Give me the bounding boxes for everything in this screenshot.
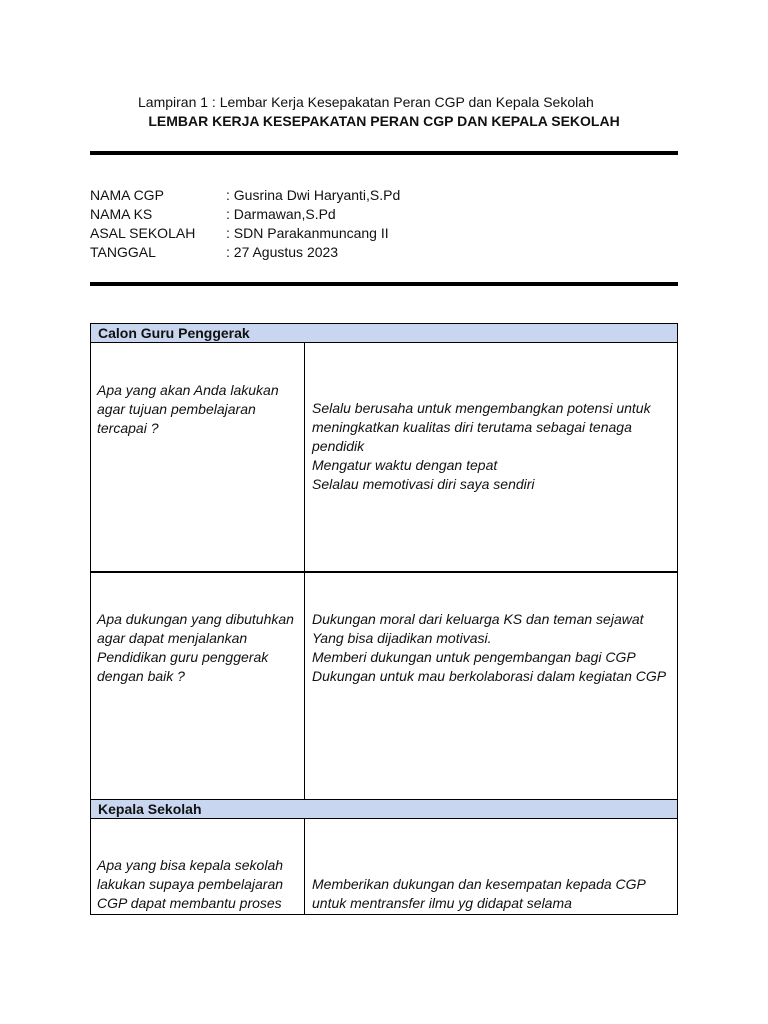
info-value: : Gusrina Dwi Haryanti,S.Pd	[226, 187, 401, 203]
answer-line: Selalau memotivasi diri saya sendiri	[312, 476, 535, 492]
info-label: ASAL SEKOLAH	[90, 225, 196, 241]
answer-cell	[305, 343, 677, 571]
question-cell	[91, 573, 305, 799]
info-row-nama-cgp	[90, 186, 400, 205]
info-value: : Darmawan,S.Pd	[226, 206, 336, 222]
question-line: agar tujuan pembelajaran	[97, 401, 256, 417]
answer-line: Memberi dukungan untuk pengembangan bagi CGP	[312, 649, 636, 665]
question-line: lakukan supaya pembelajaran	[97, 876, 284, 892]
info-value: : 27 Agustus 2023	[226, 244, 339, 260]
table-row-cgp-1	[90, 343, 678, 572]
table-row-ks-1	[90, 819, 678, 915]
answer-line: meningkatkan kualitas diri terutama sebagai tenaga	[312, 419, 632, 435]
bottom-divider	[90, 282, 678, 286]
answer-line: Mengatur waktu dengan tepat	[312, 457, 498, 473]
question-line: Pendidikan guru penggerak	[97, 649, 269, 665]
info-label: NAMA CGP	[90, 187, 164, 203]
answer-line: Yang bisa dijadikan motivasi.	[312, 630, 492, 646]
answer-line: untuk mentransfer ilmu yg didapat selama	[312, 895, 572, 911]
answer-cell	[305, 819, 677, 914]
identity-block	[90, 186, 400, 262]
info-row-nama-ks	[90, 205, 400, 224]
answer-line: Memberikan dukungan dan kesempatan kepada CGP	[312, 876, 646, 892]
info-row-tanggal	[90, 243, 400, 262]
section-header-cgp: Calon Guru Penggerak	[90, 323, 678, 343]
answer-line: pendidik	[312, 438, 365, 454]
section-header-ks: Kepala Sekolah	[90, 799, 678, 819]
attachment-title: Lampiran 1 : Lembar Kerja Kesepakatan Peran CGP dan Kepala Sekolah	[138, 94, 594, 110]
answer-line: Dukungan moral dari keluarga KS dan teman sejawat	[312, 611, 644, 627]
answer-line: Dukungan untuk mau berkolaborasi dalam kegiatan CGP	[312, 668, 667, 684]
question-cell	[91, 343, 305, 571]
question-line: Apa yang akan Anda lakukan	[97, 382, 279, 398]
info-value: : SDN Parakanmuncang II	[226, 225, 389, 241]
question-line: tercapai ?	[97, 420, 159, 436]
question-line: agar dapat menjalankan	[97, 630, 248, 646]
top-divider	[90, 151, 678, 155]
question-line: Apa dukungan yang dibutuhkan	[97, 611, 294, 627]
question-line: Apa yang bisa kepala sekolah	[97, 857, 284, 873]
question-cell	[91, 819, 305, 914]
question-line: dengan baik ?	[97, 668, 185, 684]
answer-line: Selalu berusaha untuk mengembangkan potensi untuk	[312, 400, 651, 416]
table-row-cgp-2	[90, 572, 678, 800]
question-line: CGP dapat membantu proses	[97, 895, 282, 911]
worksheet-title: LEMBAR KERJA KESEPAKATAN PERAN CGP DAN KEPALA SEKOLAH	[148, 113, 620, 129]
answer-cell	[305, 573, 677, 799]
info-label: TANGGAL	[90, 244, 156, 260]
info-label: NAMA KS	[90, 206, 153, 222]
info-row-asal-sekolah	[90, 224, 400, 243]
